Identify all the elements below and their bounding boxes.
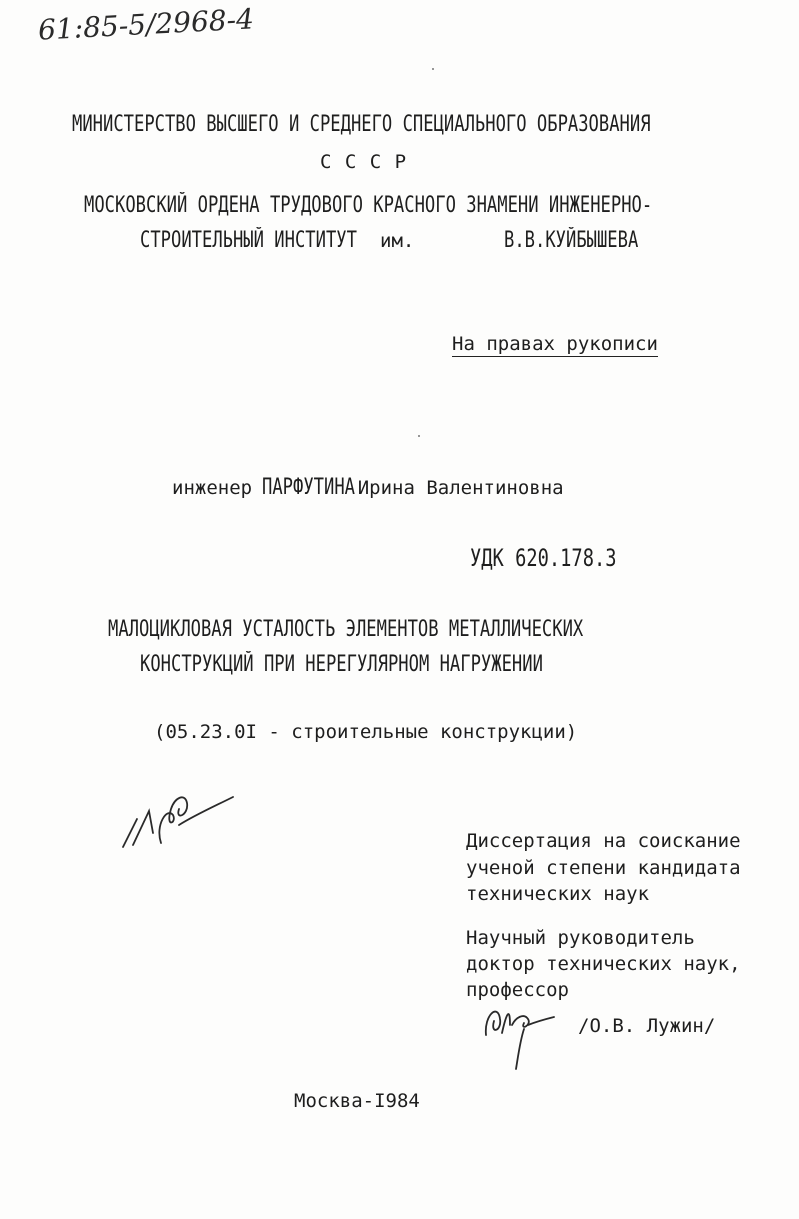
- manuscript-rights-label: На правах рукописи: [452, 333, 658, 355]
- paper-speck: [432, 68, 434, 70]
- dissertation-line2: ученой степени кандидата: [466, 857, 741, 879]
- paper-speck: [418, 435, 420, 437]
- author-given-names: Ирина Валентиновна: [357, 477, 564, 499]
- advisor-line2: доктор технических наук,: [466, 953, 741, 975]
- author-line: [172, 475, 564, 500]
- institute-im-abbrev: им.: [380, 230, 415, 252]
- ministry-heading: МИНИСТЕРСТВО ВЫСШЕГО И СРЕДНЕГО СПЕЦИАЛЬНОГО ОБРАЗОВАНИЯ: [72, 112, 651, 137]
- advisor-line1: Научный руководитель: [466, 927, 695, 949]
- title-line1: МАЛОЦИКЛОВАЯ УСТАЛОСТЬ ЭЛЕМЕНТОВ МЕТАЛЛИЧЕСКИХ: [108, 617, 584, 642]
- author-prefix: инженер: [172, 477, 253, 499]
- specialty-code: (05.23.0I - строительные конструкции): [154, 721, 578, 743]
- advisor-line3: профессор: [466, 979, 569, 1001]
- country-heading: С С С Р: [320, 151, 408, 173]
- institute-name-part: СТРОИТЕЛЬНЫЙ ИНСТИТУТ: [140, 228, 357, 253]
- city-year: Москва-I984: [294, 1090, 420, 1112]
- signature-mark-left: [115, 785, 245, 855]
- udk-code: УДК 620.178.3: [470, 544, 617, 572]
- signature-mark-advisor: [480, 995, 560, 1075]
- institute-heading-line2: [140, 228, 676, 253]
- author-surname: ПАРФУТИНА: [261, 475, 355, 500]
- advisor-name: /О.В. Лужин/: [578, 1015, 716, 1037]
- dissertation-line3: технических наук: [466, 883, 650, 905]
- archive-code-handwritten: 61:85-5/2968-4: [37, 2, 255, 47]
- title-line2: КОНСТРУКЦИЙ ПРИ НЕРЕГУЛЯРНОМ НАГРУЖЕНИИ: [140, 652, 543, 677]
- institute-heading-line1: МОСКОВСКИЙ ОРДЕНА ТРУДОВОГО КРАСНОГО ЗНАМЕНИ ИНЖЕНЕРНО-: [84, 193, 653, 218]
- institute-namesake: В.В.КУЙБЫШЕВА: [504, 228, 639, 253]
- dissertation-line1: Диссертация на соискание: [466, 830, 741, 852]
